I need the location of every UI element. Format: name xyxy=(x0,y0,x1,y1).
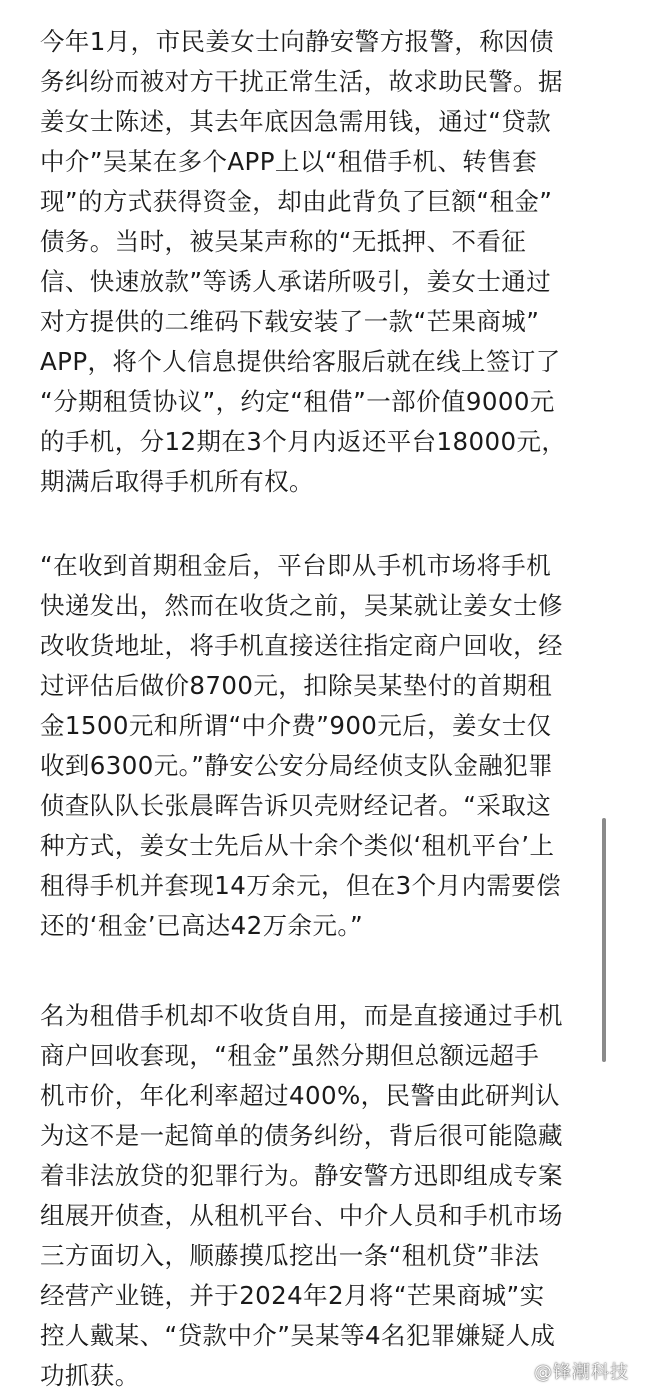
text-line: “在收到首期租金后，平台即从手机市场将手机 xyxy=(40,551,552,580)
text-line: 对方提供的二维码下载安装了一款“芒果商城” xyxy=(40,307,540,336)
text-line: 收到6300元。”静安公安分局经侦支队金融犯罪 xyxy=(40,751,553,780)
text-line: 期满后取得手机所有权。 xyxy=(40,467,314,496)
text-line: 为这不是一起简单的债务纠纷，背后很可能隐藏 xyxy=(40,1121,563,1150)
watermark-text: @锋潮科技 xyxy=(534,1362,629,1383)
text-line: 还的‘租金’已高达42万余元。” xyxy=(40,911,364,940)
text-line: 今年1月，市民姜女士向静安警方报警，称因债 xyxy=(40,27,554,56)
text-line: 控人戴某、“贷款中介”吴某等4名犯罪嫌疑人成 xyxy=(40,1321,556,1350)
vertical-scrollbar[interactable] xyxy=(602,818,606,1062)
text-line: 着非法放贷的犯罪行为。静安警方迅即组成专案 xyxy=(40,1161,563,1190)
text-line: 功抓获。 xyxy=(40,1361,140,1390)
text-line: 租得手机并套现14万余元，但在3个月内需要偿 xyxy=(40,871,562,900)
text-line: 现”的方式获得资金，却由此背负了巨额“租金” xyxy=(40,187,553,216)
text-line: 的手机，分12期在3个月内返还平台18000元， xyxy=(40,427,567,456)
text-line: 改收货地址，将手机直接送往指定商户回收，经 xyxy=(40,631,563,660)
text-line: 三方面切入，顺藤摸瓜挖出一条“租机贷”非法 xyxy=(40,1241,540,1270)
text-line: APP，将个人信息提供给客服后就在线上签订了 xyxy=(40,347,561,376)
watermark xyxy=(507,1358,629,1384)
text-line: 组展开侦查，从租机平台、中介人员和手机市场 xyxy=(40,1201,563,1230)
text-line: 姜女士陈述，其去年底因急需用钱，通过“贷款 xyxy=(40,107,552,136)
text-line: 机市价，年化利率超过400%，民警由此研判认 xyxy=(40,1081,560,1110)
text-line: 中介”吴某在多个APP上以“租借手机、转售套 xyxy=(40,147,537,176)
text-line: 信、快速放款”等诱人承诺所吸引，姜女士通过 xyxy=(40,267,552,296)
text-line: “分期租赁协议”，约定“租借”一部价值9000元 xyxy=(40,387,555,416)
text-line: 商户回收套现，“租金”虽然分期但总额远超手 xyxy=(40,1041,540,1070)
text-line: 名为租借手机却不收货自用，而是直接通过手机 xyxy=(40,1001,563,1030)
text-line: 务纠纷而被对方干扰正常生活，故求助民警。据 xyxy=(40,67,563,96)
text-line: 种方式，姜女士先后从十余个类似‘租机平台’上 xyxy=(40,831,555,860)
weibo-icon xyxy=(507,1361,529,1381)
text-line: 过评估后做价8700元，扣除吴某垫付的首期租 xyxy=(40,671,553,700)
text-line: 债务。当时，被吴某声称的“无抵押、不看征 xyxy=(40,227,527,256)
text-line: 快递发出，然而在收货之前，吴某就让姜女士修 xyxy=(40,591,563,620)
text-line: 侦查队队长张晨晖告诉贝壳财经记者。“采取这 xyxy=(40,791,552,820)
text-line: 经营产业链，并于2024年2月将“芒果商城”实 xyxy=(40,1281,545,1310)
text-line: 金1500元和所谓“中介费”900元后，姜女士仅 xyxy=(40,711,552,740)
